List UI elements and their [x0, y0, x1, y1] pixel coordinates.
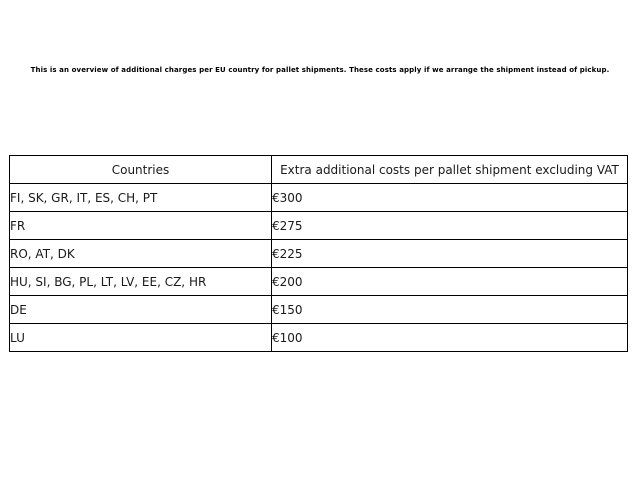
table-row	[10, 268, 628, 296]
cost-cell: €225	[272, 240, 628, 268]
cost-cell: €200	[272, 268, 628, 296]
table-row	[10, 324, 628, 352]
table-row	[10, 184, 628, 212]
cost-cell: €300	[272, 184, 628, 212]
table-row	[10, 240, 628, 268]
header-extra-costs: Extra additional costs per pallet shipment excluding VAT	[272, 156, 628, 184]
countries-cell: DE	[10, 296, 272, 324]
table-row	[10, 212, 628, 240]
countries-cell: LU	[10, 324, 272, 352]
header-countries: Countries	[10, 156, 272, 184]
countries-cell: FI, SK, GR, IT, ES, CH, PT	[10, 184, 272, 212]
cost-cell: €100	[272, 324, 628, 352]
intro-text: This is an overview of additional charges per EU country for pallet shipments. These costs apply if we arrange the shipment instead of pickup.	[30, 66, 610, 74]
table-row	[10, 296, 628, 324]
table-header-row	[10, 156, 628, 184]
countries-cell: FR	[10, 212, 272, 240]
cost-cell: €275	[272, 212, 628, 240]
countries-cell: HU, SI, BG, PL, LT, LV, EE, CZ, HR	[10, 268, 272, 296]
countries-cell: RO, AT, DK	[10, 240, 272, 268]
cost-cell: €150	[272, 296, 628, 324]
charges-table	[9, 155, 628, 352]
